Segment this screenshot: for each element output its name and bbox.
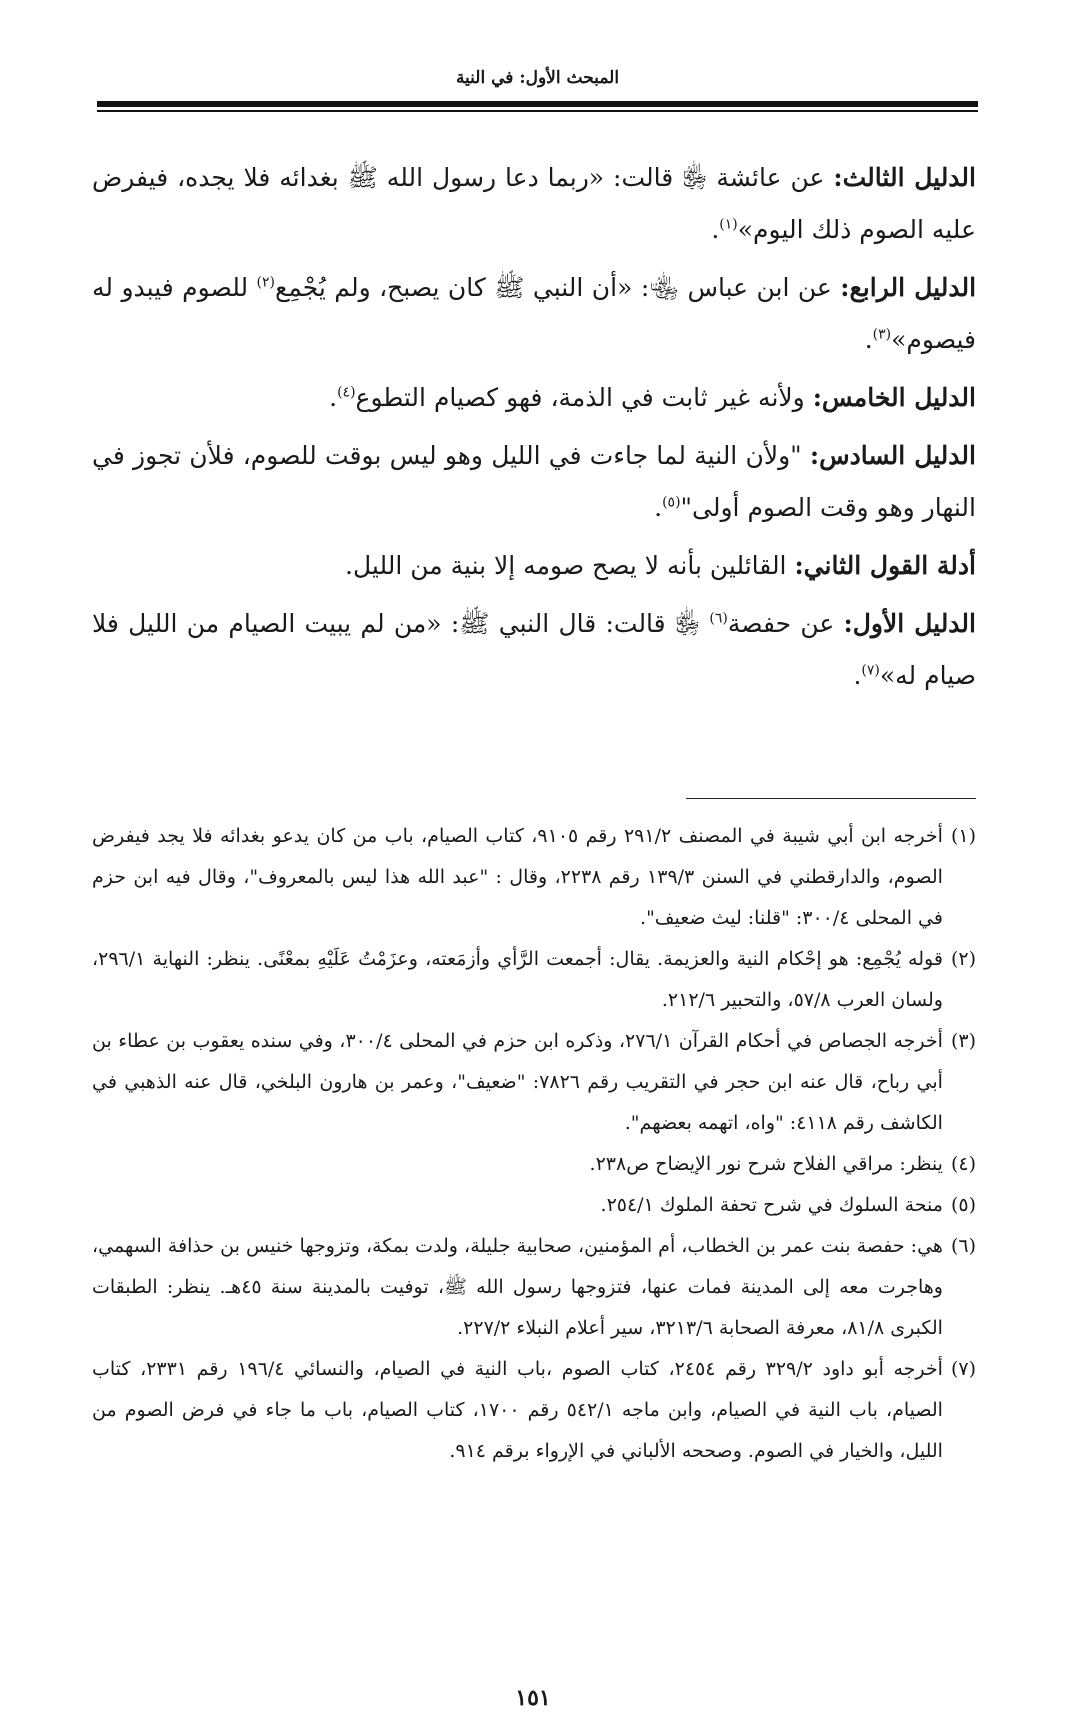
paragraph-text: "ولأن النية لما جاءت في الليل وهو ليس بوقت للصوم، فلأن تجوز في النهار وهو وقت الصوم أولى" bbox=[92, 441, 976, 522]
running-header: المبحث الأول: في النية bbox=[455, 68, 620, 88]
footnote-number: (٣) bbox=[950, 1030, 976, 1052]
footnote-ref[interactable]: (٥) bbox=[662, 494, 681, 511]
footnote-text: هي: حفصة بنت عمر بن الخطاب، أم المؤمنين، صحابية جليلة، ولدت بمكة، وتزوجها خنيس بن حذافة السهمي، وهاجرت معه إلى المدينة فمات عنها، فتزوجها رسول الله ﷺ، توفيت بالمدينة سنة ٤٥هـ. ينظر: الطبقات الكبرى ٨١/٨، معرفة الصحابة ٣٢١٣/٦، سير أعلام النبلاء ٢٢٧/٢. bbox=[92, 1235, 943, 1339]
paragraph-heading: الدليل الخامس: bbox=[812, 383, 976, 412]
header-rule-thin bbox=[97, 110, 978, 112]
main-text bbox=[92, 152, 976, 708]
paragraph-heading: الدليل الأول: bbox=[843, 609, 976, 638]
footnote-number: (٢) bbox=[950, 948, 976, 970]
footnote-separator bbox=[686, 798, 976, 799]
header-rule-thick bbox=[97, 101, 978, 107]
footnote-text: قوله يُجْمِع: هو إحْكام النية والعزيمة. يقال: أجمعت الرَّأي وأزمَعته، وعزَمْتُ عَلَيْهِ بمعْنًى. ينظر: النهاية ٢٩٦/١، ولسان العرب ٥٧/٨، والتحبير ٢١٢/٦. bbox=[92, 948, 943, 1011]
footnote-ref[interactable]: (٤) bbox=[337, 384, 356, 401]
paragraph-second-opinion bbox=[92, 540, 976, 592]
footnote-number: (١) bbox=[950, 825, 976, 847]
footnote bbox=[92, 1185, 976, 1226]
paragraph-heading: الدليل الثالث: bbox=[833, 163, 976, 192]
footnote bbox=[92, 1144, 976, 1185]
paragraph-evidence-5 bbox=[92, 372, 976, 424]
paragraph-text: القائلين بأنه لا يصح صومه إلا بنية من الليل. bbox=[345, 551, 795, 580]
paragraph-evidence-1 bbox=[92, 598, 976, 702]
paragraph-tail: . bbox=[711, 215, 720, 244]
paragraph-evidence-6 bbox=[92, 430, 976, 534]
paragraph-heading: الدليل الرابع: bbox=[840, 273, 977, 302]
footnote-text: ينظر: مراقي الفلاح شرح نور الإيضاح ص٢٣٨. bbox=[589, 1153, 943, 1175]
footnote bbox=[92, 939, 976, 1021]
footnote-number: (٧) bbox=[950, 1358, 976, 1380]
paragraph-evidence-4 bbox=[92, 262, 976, 366]
paragraph-heading: أدلة القول الثاني: bbox=[794, 551, 976, 580]
footnote-text: أخرجه أبو داود ٣٢٩/٢ رقم ٢٤٥٤، كتاب الصوم ،باب النية في الصيام، والنسائي ١٩٦/٤ رقم ٢٣٣١، كتاب الصيام، باب النية في الصيام، وابن ماجه ٥٤٢/١ رقم ١٧٠٠، كتاب الصيام، باب ما جاء في فرض الصوم من الليل، والخيار في الصوم. وصححه الألباني في الإرواء برقم ٩١٤. bbox=[92, 1358, 943, 1462]
footnote-ref[interactable]: (٣) bbox=[872, 326, 892, 343]
paragraph-tail: . bbox=[853, 661, 862, 690]
footnote-number: (٦) bbox=[950, 1235, 976, 1257]
footnote-number: (٤) bbox=[950, 1153, 976, 1175]
paragraph-tail: ﵂ قالت: قال النبي ﷺ: «من لم يبيت الصيام من الليل فلا صيام له» bbox=[92, 609, 976, 690]
paragraph-heading: الدليل السادس: bbox=[809, 441, 976, 470]
paragraph-tail: . bbox=[329, 383, 338, 412]
footnote-ref[interactable]: (٢) bbox=[256, 274, 276, 291]
footnote-ref[interactable]: (٧) bbox=[861, 662, 880, 679]
footnote-ref[interactable]: (٦) bbox=[709, 610, 728, 627]
footnotes bbox=[92, 816, 976, 1472]
paragraph-text: عن عائشة ﵂ قالت: «ربما دعا رسول الله ﷺ بغدائه فلا يجده، فيفرض عليه الصوم ذلك اليوم» bbox=[92, 163, 976, 244]
page-number: ١٥١ bbox=[515, 1685, 551, 1711]
paragraph-tail: . bbox=[864, 325, 873, 354]
footnote-ref[interactable]: (١) bbox=[719, 216, 738, 233]
footnote bbox=[92, 1226, 976, 1349]
footnote-text: منحة السلوك في شرح تحفة الملوك ٢٥٤/١. bbox=[600, 1194, 943, 1216]
paragraph-evidence-3 bbox=[92, 152, 976, 256]
paragraph-text: عن حفصة bbox=[727, 609, 844, 638]
paragraph-text: ولأنه غير ثابت في الذمة، فهو كصيام التطوع bbox=[355, 383, 813, 412]
paragraph-tail: . bbox=[654, 493, 663, 522]
footnote-text: أخرجه الجصاص في أحكام القرآن ٢٧٦/١، وذكره ابن حزم في المحلى ٣٠٠/٤، وفي سنده يعقوب بن عطاء بن أبي رباح، قال عنه ابن حجر في التقريب رقم ٧٨٢٦: "ضعيف"، وعمر بن هارون البلخي، قال عنه الذهبي في الكاشف رقم ٤١١٨: "واه، اتهمه بعضهم". bbox=[92, 1030, 943, 1134]
paragraph-tail: للصوم فيبدو له فيصوم» bbox=[92, 273, 976, 354]
paragraph-text: عن ابن عباس ﵄: «أن النبي ﷺ كان يصبح، ولم يُجْمِع bbox=[275, 273, 841, 302]
footnote bbox=[92, 816, 976, 939]
footnote-number: (٥) bbox=[950, 1194, 976, 1216]
footnote bbox=[92, 1021, 976, 1144]
footnote-text: أخرجه ابن أبي شيبة في المصنف ٢٩١/٢ رقم ٩١٠٥، كتاب الصيام، باب من كان يدعو بغدائه فلا يجد فيفرض الصوم، والدارقطني في السنن ١٣٩/٣ رقم ٢٢٣٨، وقال : "عبد الله هذا ليس بالمعروف"، وقال فيه ابن حزم في المحلى ٣٠٠/٤: "قلنا: ليث ضعيف". bbox=[92, 825, 943, 929]
footnote bbox=[92, 1349, 976, 1472]
